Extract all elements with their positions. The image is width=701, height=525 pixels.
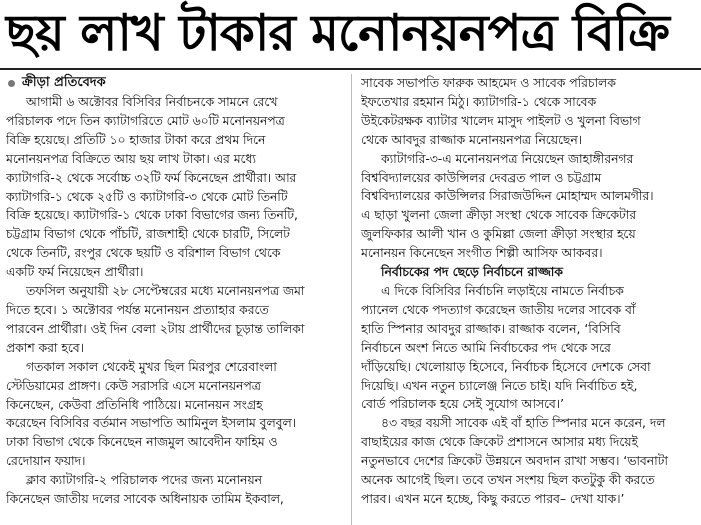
bullet-icon — [8, 80, 15, 87]
paragraph — [361, 414, 701, 509]
right-column — [361, 74, 701, 509]
text-line: উইকেটরক্ষক ব্যাটার খালেদ মাসুদ পাইলট ও খুলনা বিভাগ — [361, 113, 641, 128]
column-divider — [351, 74, 352, 525]
text-line: ক্যাটাগরি-১ থেকে ২৫টি ও ক্যাটাগরি-৩ থেকে মোট তিনটি — [6, 189, 288, 204]
paragraph — [6, 282, 347, 358]
text-line: প্যানেল থেকে পদত্যাগ করেছেন জাতীয় দলের সাবেক বাঁ — [361, 302, 636, 317]
text-line: বিশ্ববিদ্যালয়ের কাউন্সিলর দেবব্রত পাল ও চট্টগ্রাম — [361, 170, 602, 185]
text-line: দিতে হবে। ১ অক্টোবর পর্যন্ত মনোনয়ন প্রত্যাহার করতে — [6, 302, 269, 317]
text-line: ইফতেখার রহমান মিঠু। ক্যাটাগরি-১ থেকে সাবেক — [361, 94, 597, 109]
text-line: পারবেন প্রার্থীরা। ওই দিন বেলা ২টায় প্রার্থীদের চূড়ান্ত তালিকা — [6, 321, 305, 336]
right-paragraphs-2 — [361, 282, 701, 509]
text-line: আগামী ৬ অক্টোবর বিসিবির নির্বাচনকে সামনে রেখে — [26, 95, 278, 109]
left-column — [6, 74, 347, 509]
text-line: অনেক আগেই ছিল। তবে তখন সংশয় ছিল কতটুকু কী করতে — [361, 473, 655, 488]
byline-row — [6, 74, 347, 93]
paragraph — [6, 93, 347, 282]
subheading-text: নির্বাচকের পদ ছেড়ে নির্বাচনে রাজ্জাক — [381, 265, 563, 280]
left-paragraphs — [6, 93, 347, 509]
text-line: ক্লাব ক্যাটাগরি-২ পরিচালক পদের জন্য মনোনয়ন — [26, 473, 262, 488]
text-line: মনোনয়নপত্র বিক্রিতে আয় ছয় লাখ টাকা। এর মধ্যে — [6, 151, 256, 166]
text-line: বিক্রি হয়েছে। প্রতিটি ১০ হাজার টাকা করে প্রথম দিনে — [6, 132, 266, 147]
paragraph — [361, 150, 701, 263]
text-line: এ দিকে বিসিবির নির্বাচনি লড়াইয়ে নামতে নির্বাচক — [381, 283, 624, 298]
text-line: পরিচালক পদে তিন ক্যাটাগরিতে মোট ৬০টি মনোনয়নপত্র — [6, 113, 285, 128]
text-line: বোর্ড পরিচালক হয়ে সেই সুযোগ আসবে।’ — [361, 397, 565, 412]
headline-rule — [0, 68, 701, 70]
headline: ছয় লাখ টাকার মনোনয়নপত্র বিক্রি — [6, 4, 669, 62]
text-line: পারব। এখন মনে হচ্ছে, কিছু করতে পারব– দেখা যাক।’ — [361, 491, 625, 506]
paragraph — [6, 471, 347, 509]
text-line: রেদোয়ান ফয়াদ। — [6, 454, 86, 469]
text-line: গতকাল সকাল থেকেই মুখর ছিল মিরপুর শেরেবাংলা — [26, 359, 277, 374]
right-paragraphs — [361, 74, 701, 263]
paragraph — [361, 74, 701, 150]
subheading — [361, 263, 701, 282]
text-line: মনোনয়ন কিনেছেন সংগীত শিল্পী আসিফ আকবর। — [361, 246, 603, 261]
text-line: জুলফিকার আলী খান ও কুমিল্লা জেলা ক্রীড়া সংস্থার হয়ে — [361, 227, 636, 242]
text-line: প্রকাশ করা হবে। — [6, 340, 85, 355]
text-line: ক্যাটাগরি-৩-এ মনোনয়নপত্র নিয়েছেন জাহাঙ্গীরনগর — [381, 151, 634, 166]
text-line: তফসিল অনুযায়ী ২৮ সেপ্টেম্বরের মধ্যে মনোনয়নপত্র জমা — [26, 284, 305, 299]
text-line: বিক্রি হয়েছে। ক্যাটাগরি-১ থেকে ঢাকা বিভাগের জন্য তিনটি, — [6, 208, 298, 223]
text-line: বিশ্ববিদ্যালয়ের কাউন্সিলর সিরাজউদ্দিন মোহাম্মদ আলমগীর। — [361, 189, 654, 204]
text-line: নির্বাচনে অংশ নিতে আমি নির্বাচকের পদ থেকে সরে — [361, 340, 611, 355]
text-line: হাতি স্পিনার আবদুর রাজ্জাক। রাজ্জাক বলেন, ‘বিসিবি — [361, 321, 621, 336]
text-line: কিনেছেন, কেউবা প্রতিনিধি পাঠিয়ে। মনোনয়ন সংগ্রহ — [6, 397, 263, 412]
text-line: সাবেক সভাপতি ফারুক আহমেদ ও সাবেক পরিচালক — [361, 76, 616, 90]
paragraph — [6, 358, 347, 471]
text-line: করেছেন বিসিবির বর্তমান সভাপতি আমিনুল ইসলাম বুলবুল। — [6, 416, 297, 431]
text-line: ঢাকা বিভাগ থেকে কিনেছেন নাজমুল আবেদীন ফাহিম ও — [6, 435, 278, 450]
paragraph — [361, 282, 701, 414]
text-line: একটি ফর্ম নিয়েছেন প্রার্থীরা। — [6, 265, 144, 280]
text-line: থেকে তিনটি, রংপুর থেকে ছয়টি ও বরিশাল বিভাগ থেকে — [6, 246, 281, 261]
text-line: দাঁড়িয়েছি। খেলোয়াড় হিসেবে, নির্বাচক হিসেবে দেশকে সেবা — [361, 359, 651, 374]
text-line: বাছাইয়ের কাজ থেকে ক্রিকেট প্রশাসনে আসার মধ্য দিয়েই — [361, 435, 638, 450]
text-line: দিয়েছি। এখন নতুন চ্যালেঞ্জ নিতে চাই। যদি নির্বাচিত হই, — [361, 378, 638, 393]
text-line: চট্টগ্রাম বিভাগ থেকে পাঁচটি, রাজশাহী থেকে চারটি, সিলেট — [6, 227, 290, 242]
byline: ক্রীড়া প্রতিবেদক — [22, 75, 106, 90]
text-line: নতুনভাবে দেশের ক্রিকেট উন্নয়নে অবদান রাখা সম্ভব। ‘ভাবনাটা — [361, 454, 668, 469]
text-line: কিনেছেন জাতীয় দলের সাবেক অধিনায়ক তামিম ইকবাল, — [6, 492, 284, 507]
text-line: এ ছাড়া খুলনা জেলা ক্রীড়া সংস্থা থেকে সাবেক ক্রিকেটার — [361, 208, 637, 223]
text-line: থেকে আবদুর রাজ্জাক মনোনয়নপত্র নিয়েছেন। — [361, 132, 583, 147]
text-line: ক্যাটাগরি-২ থেকে সর্বোচ্চ ৩২টি ফর্ম কিনেছেন প্রার্থীরা। আর — [6, 170, 297, 185]
text-line: ৪৩ বছর বয়সী সাবেক এই বাঁ হাতি স্পিনার মনে করেন, দল — [381, 416, 666, 431]
text-line: স্টেডিয়ামের প্রাঙ্গণ। কেউ সরাসরি এসে মনোনয়নপত্র — [6, 378, 261, 393]
